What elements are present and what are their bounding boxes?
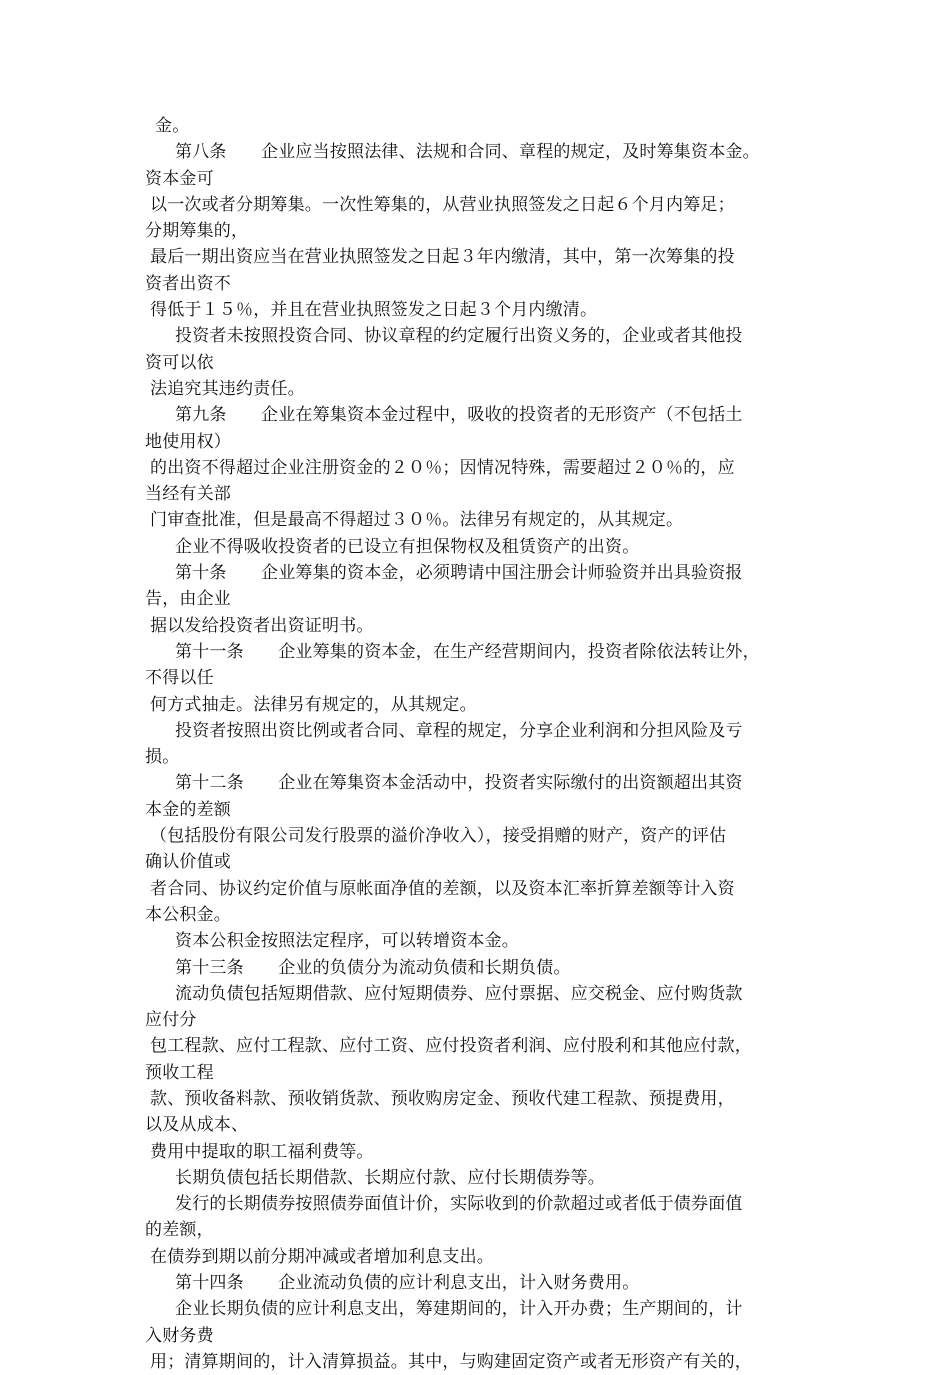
text-line: （包括股份有限公司发行股票的溢价净收入），接受捐赠的财产，资产的评估 [150, 826, 727, 847]
text-line: 的差额， [145, 1220, 214, 1241]
text-line: 本公积金。 [145, 904, 231, 925]
text-line: 门审查批准，但是最高不得超过３０％。法律另有规定的，从其规定。 [150, 510, 684, 531]
text-line: 入财务费 [145, 1325, 214, 1346]
paragraph-start-line: 资本公积金按照法定程序，可以转增资本金。 [175, 931, 519, 952]
text-line: 地使用权） [145, 431, 231, 452]
text-line: 最后一期出资应当在营业执照签发之日起３年内缴清，其中，第一次筹集的投 [150, 247, 735, 268]
text-line: 预收工程 [145, 1062, 214, 1083]
paragraph-start-line: 投资者按照出资比例或者合同、章程的规定，分享企业利润和分担风险及亏 [175, 720, 743, 741]
text-line: 的出资不得超过企业注册资金的２０％；因情况特殊，需要超过２０％的，应 [150, 457, 735, 478]
text-line: 费用中提取的职工福利费等。 [150, 1141, 374, 1162]
document-body [0, 113, 950, 1375]
text-line: 本金的差额 [145, 799, 231, 820]
article-13-heading-line: 第十三条 企业的负债分为流动负债和长期负债。 [175, 957, 571, 978]
text-line: 不得以任 [145, 668, 214, 689]
text-line: 资者出资不 [145, 273, 231, 294]
text-line: 得低于１５％，并且在营业执照签发之日起３个月内缴清。 [150, 300, 598, 321]
text-line: 告，由企业 [145, 589, 231, 610]
text-line: 分期筹集的， [145, 221, 249, 242]
text-line: 在债券到期以前分期冲减或者增加利息支出。 [150, 1246, 494, 1267]
text-line: 确认价值或 [145, 852, 231, 873]
text-line: 何方式抽走。法律另有规定的，从其规定。 [150, 694, 477, 715]
text-line: 当经有关部 [145, 484, 231, 505]
text-line: 法追究其违约责任。 [150, 378, 305, 399]
text-line: 包工程款、应付工程款、应付工资、应付投资者利润、应付股利和其他应付款， [150, 1036, 752, 1057]
article-11-heading-line: 第十一条 企业筹集的资本金，在生产经营期间内，投资者除依法转让外， [175, 641, 760, 662]
text-line: 据以发给投资者出资证明书。 [150, 615, 374, 636]
paragraph-start-line: 长期负债包括长期借款、长期应付款、应付长期债券等。 [175, 1167, 605, 1188]
text-line: 款、预收备料款、预收销货款、预收购房定金、预收代建工程款、预提费用， [150, 1088, 735, 1109]
article-14-heading-line: 第十四条 企业流动负债的应计利息支出，计入财务费用。 [175, 1273, 640, 1294]
text-line: 资本金可 [145, 168, 214, 189]
paragraph-start-line: 企业不得吸收投资者的已设立有担保物权及租赁资产的出资。 [175, 536, 640, 557]
article-9-heading-line: 第九条 企业在筹集资本金过程中，吸收的投资者的无形资产（不包括土 [175, 405, 743, 426]
text-line: 损。 [145, 747, 180, 768]
paragraph-start-line: 流动负债包括短期借款、应付短期债券、应付票据、应交税金、应付购货款 [175, 983, 743, 1004]
text-line: 以一次或者分期筹集。一次性筹集的，从营业执照签发之日起６个月内筹足； [150, 194, 735, 215]
paragraph-start-line: 企业长期负债的应计利息支出，筹建期间的，计入开办费；生产期间的，计 [175, 1299, 743, 1320]
paragraph-start-line: 发行的长期债券按照债券面值计价，实际收到的价款超过或者低于债券面值 [175, 1194, 743, 1215]
text-line: 以及从成本、 [145, 1115, 249, 1136]
paragraph-start-line: 投资者未按照投资合同、协议章程的约定履行出资义务的，企业或者其他投 [175, 326, 743, 347]
text-line: 应付分 [145, 1010, 197, 1031]
text-line: 资可以依 [145, 352, 214, 373]
article-10-heading-line: 第十条 企业筹集的资本金，必须聘请中国注册会计师验资并出具验资报 [175, 563, 743, 584]
text-line: 者合同、协议约定价值与原帐面净值的差额，以及资本汇率折算差额等计入资 [150, 878, 735, 899]
article-8-heading-line: 第八条 企业应当按照法律、法规和合同、章程的规定，及时筹集资本金。 [175, 142, 760, 163]
article-12-heading-line: 第十二条 企业在筹集资本金活动中，投资者实际缴付的出资额超出其资 [175, 773, 743, 794]
text-line: 用；清算期间的，计入清算损益。其中，与购建固定资产或者无形资产有关的， [150, 1351, 752, 1372]
text-line: 金。 [155, 116, 190, 136]
